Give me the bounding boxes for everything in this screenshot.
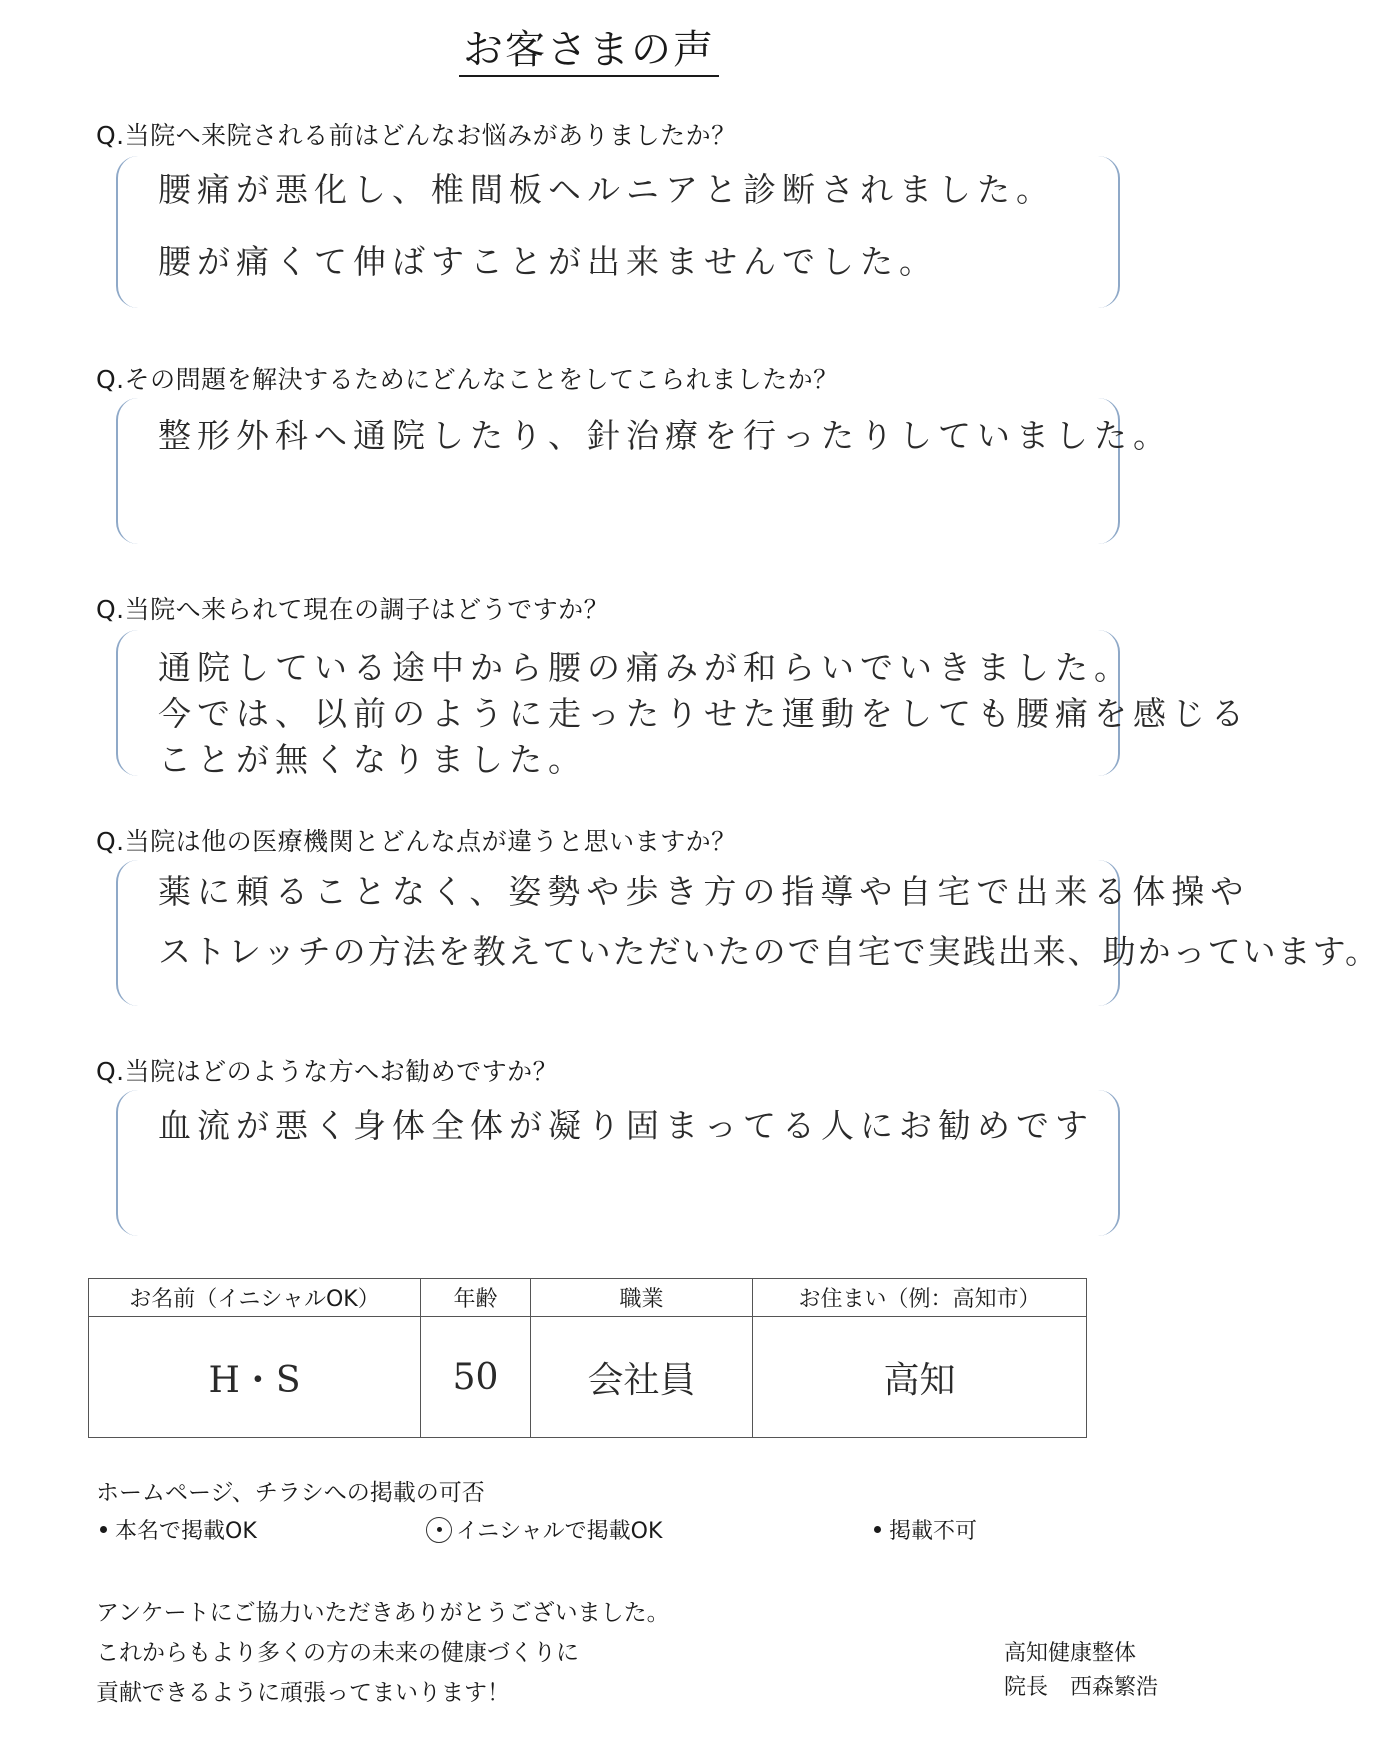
answer-3-line-2: 今では、以前のように走ったりせた運動をしても腰痛を感じる: [158, 694, 1250, 733]
consent-option-label: 本名で掲載OK: [115, 1519, 257, 1544]
clinic-name: 高知健康整体: [1004, 1641, 1137, 1666]
question-3-label: Q.当院へ来られて現在の調子はどうですか？: [96, 595, 610, 624]
answer-5-line-1: 血流が悪く身体全体が凝り固まってる人にお勧めです: [158, 1106, 1094, 1145]
consent-option-real-name: [100, 1514, 257, 1545]
consent-option-initials: [426, 1514, 662, 1545]
answer-box-3: [116, 630, 1250, 779]
residence-header: お住まい（例：高知市）: [753, 1279, 1087, 1317]
circled-selection-icon: [426, 1517, 452, 1543]
page-title: お客さまの声: [0, 18, 1178, 75]
name-value: H・S: [89, 1317, 421, 1438]
answer-4-line-1: 薬に頼ることなく、姿勢や歩き方の指導や自宅で出来る体操や: [158, 872, 1250, 911]
director-name: 院長 西森繁浩: [1004, 1675, 1159, 1700]
question-4-label: Q.当院は他の医療機関とどんな点が違うと思いますか？: [96, 827, 737, 856]
bullet-icon: [874, 1526, 881, 1533]
consent-option-decline: [874, 1514, 977, 1545]
question-5-label: Q.当院はどのような方へお勧めですか？: [96, 1057, 559, 1086]
thanks-line-2: これからもより多くの方の未来の健康づくりに: [96, 1640, 579, 1666]
answer-3-line-1: 通院している途中から腰の痛みが和らいでいきました。: [158, 648, 1133, 687]
age-header: 年齢: [421, 1279, 531, 1317]
answer-1-line-1: 腰痛が悪化し、椎間板ヘルニアと診断されました。: [158, 170, 1055, 209]
occupation-header: 職業: [531, 1279, 753, 1317]
name-header: お名前（イニシャルOK）: [89, 1279, 421, 1317]
answer-box-2: [116, 398, 1172, 544]
bullet-icon: [100, 1526, 107, 1533]
residence-value: 高知: [753, 1317, 1087, 1438]
answer-box-5: [116, 1090, 1120, 1236]
answer-1-line-2: 腰が痛くて伸ばすことが出来ませんでした。: [158, 242, 938, 281]
answer-box-1: [116, 156, 1120, 308]
answer-3-line-3: ことが無くなりました。: [158, 740, 587, 779]
answer-box-4: [116, 860, 1380, 1006]
age-value: 50: [421, 1317, 531, 1438]
thanks-line-3: 貢献できるように頑張ってまいります！: [96, 1680, 510, 1706]
question-2-label: Q.その問題を解決するためにどんなことをしてこられましたか？: [96, 365, 839, 394]
respondent-info-table: [88, 1278, 1087, 1438]
answer-4-line-2: ストレッチの方法を教えていただいたので自宅で実践出来、助かっています。: [158, 932, 1380, 971]
occupation-value: 会社員: [531, 1317, 753, 1438]
consent-option-label: 掲載不可: [889, 1519, 978, 1544]
question-1-label: Q.当院へ来院される前はどんなお悩みがありましたか？: [96, 121, 737, 150]
thanks-line-1: アンケートにご協力いただきありがとうございました。: [96, 1600, 670, 1626]
consent-title: ホームページ、チラシへの掲載の可否: [96, 1480, 485, 1506]
consent-option-label: イニシャルで掲載OK: [456, 1519, 663, 1544]
answer-2-line-1: 整形外科へ通院したり、針治療を行ったりしていました。: [158, 416, 1172, 455]
